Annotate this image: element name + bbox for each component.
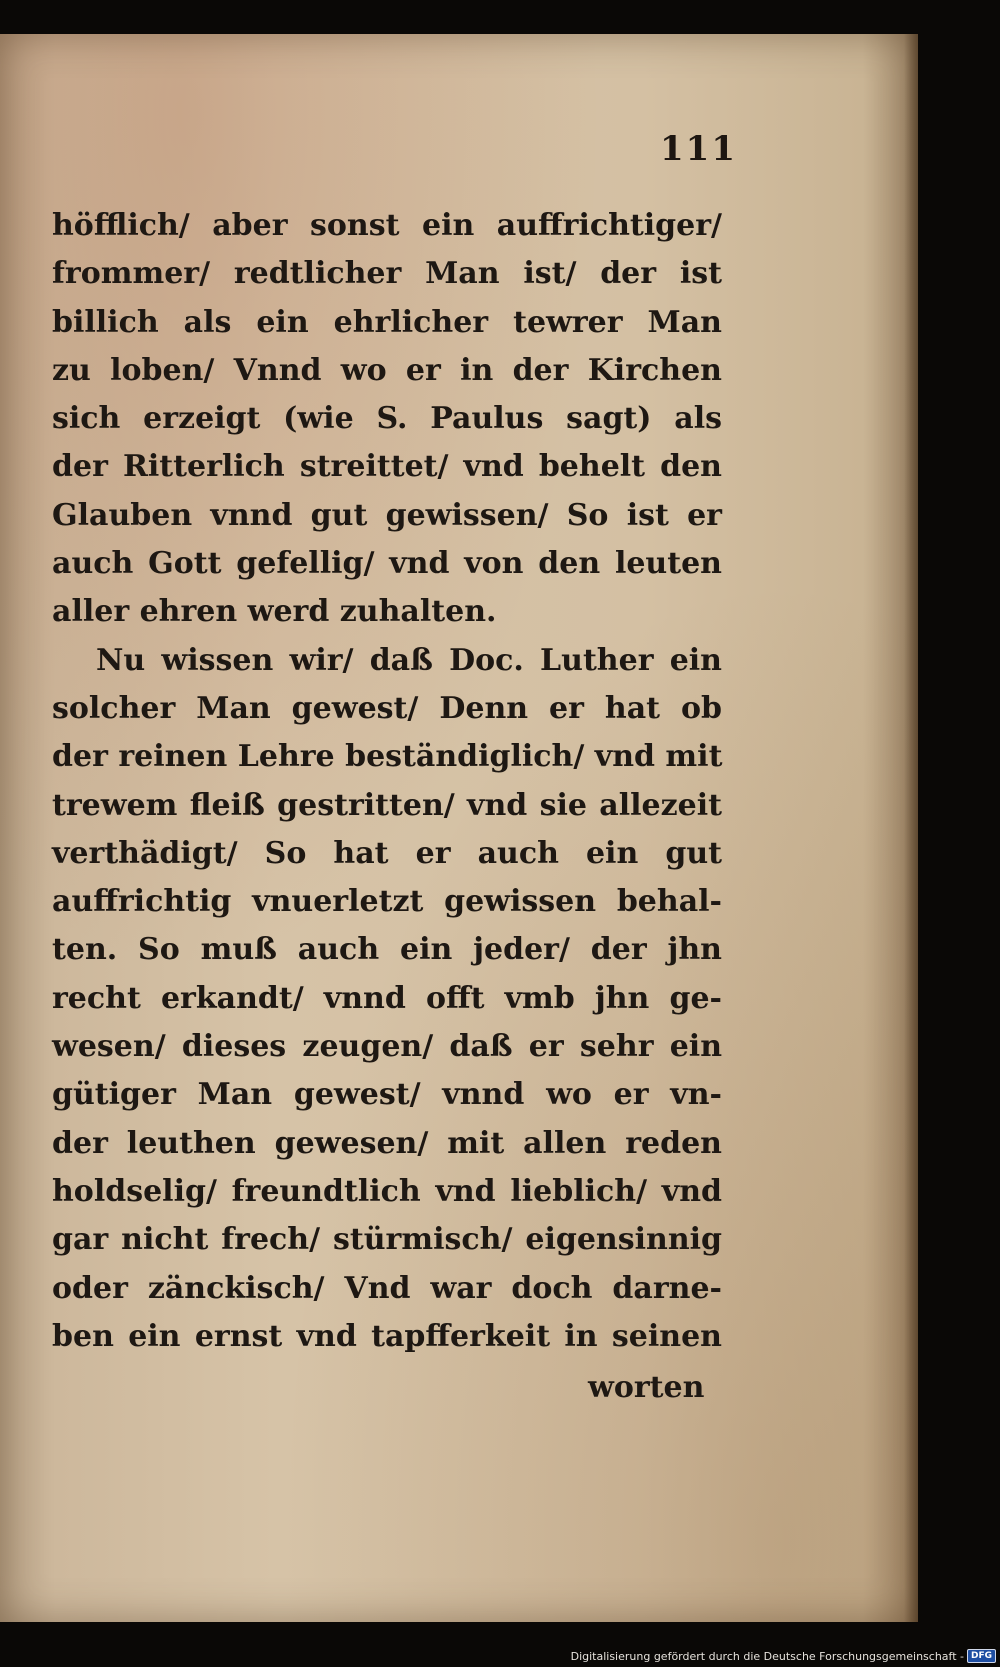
text-line: trewem fleiß gestritten/ vnd sie allezeit — [52, 787, 722, 823]
text-line: solcher Man gewest/ Denn er hat ob — [52, 690, 722, 726]
catchword: worten — [588, 1370, 705, 1405]
text-line: billich als ein ehrlicher tewrer Man — [52, 304, 722, 340]
dfg-logo-icon: DFG — [967, 1649, 996, 1663]
text-line: holdselig/ freundtlich vnd lieblich/ vnd — [52, 1173, 722, 1209]
text-line: ten. So muß auch ein jeder/ der jhn — [52, 932, 722, 968]
page-number: 111 — [660, 129, 737, 169]
text-line: verthädigt/ So hat er auch ein gut — [52, 835, 722, 871]
digitization-footer — [571, 1648, 996, 1664]
book-page — [0, 34, 918, 1622]
text-line: ben ein ernst vnd tapfferkeit in seinen — [52, 1318, 722, 1354]
text-line: gar nicht frech/ stürmisch/ eigensinnig — [52, 1222, 722, 1258]
text-line: frommer/ redtlicher Man ist/ der ist — [52, 256, 722, 292]
text-line: der reinen Lehre beständiglich/ vnd mit — [52, 739, 723, 775]
funding-credit: Digitalisierung gefördert durch die Deutsche Forschungsgemeinschaft - — [570, 1649, 964, 1663]
text-line: höfflich/ aber sonst ein auffrichtiger/ — [52, 208, 722, 243]
text-line: der Ritterlich streittet/ vnd behelt den — [52, 449, 722, 485]
text-line: gütiger Man gewest/ vnnd wo er vn- — [52, 1077, 722, 1113]
text-line: aller ehren werd zuhalten. — [52, 594, 497, 630]
text-line: Nu wissen wir/ daß Doc. Luther ein — [96, 642, 722, 678]
text-line: Glauben vnnd gut gewissen/ So ist er — [52, 497, 722, 533]
text-line: recht erkandt/ vnnd offt vmb jhn ge- — [52, 980, 722, 1016]
text-line: auch Gott gefellig/ vnd von den leuten — [52, 546, 722, 582]
text-line: zu loben/ Vnnd wo er in der Kirchen — [52, 352, 722, 388]
text-line: oder zänckisch/ Vnd war doch darne- — [52, 1270, 722, 1306]
text-line: der leuthen gewesen/ mit allen reden — [52, 1125, 722, 1161]
body-text — [52, 202, 722, 1361]
text-line: wesen/ dieses zeugen/ daß er sehr ein — [52, 1029, 722, 1065]
text-line: auffrichtig vnuerletzt gewissen behal- — [52, 884, 722, 920]
text-line: sich erzeigt (wie S. Paulus sagt) als — [52, 401, 722, 437]
page-edge — [904, 34, 918, 1622]
